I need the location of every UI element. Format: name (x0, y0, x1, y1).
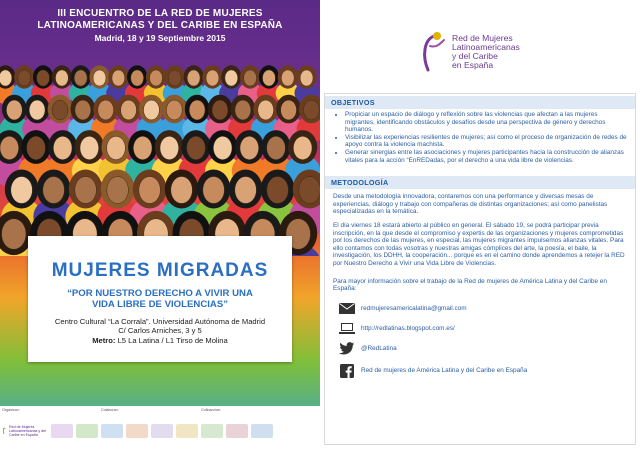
person-face (29, 100, 45, 120)
sponsor-bar (0, 406, 320, 452)
sponsor-logo (251, 424, 273, 438)
person-face (74, 70, 87, 86)
person-face (52, 100, 68, 120)
slogan-line-2: VIDA LIBRE DE VIOLENCIAS” (91, 299, 229, 310)
person-face (235, 177, 257, 204)
brand-line-1: Red de Mujeres (452, 32, 513, 43)
info-box (324, 93, 636, 445)
network-brand (418, 22, 568, 82)
person-face (300, 70, 313, 86)
person-face (121, 100, 137, 120)
banner-slogan (42, 288, 278, 310)
person-face (168, 70, 181, 86)
person-face (171, 177, 193, 204)
metro-info (28, 336, 292, 345)
sponsor-logo (226, 424, 248, 438)
person-face (267, 177, 289, 204)
sponsor-group-cofinancian (201, 408, 273, 448)
contact-email[interactable]: redmujeresamericalatina@gmail.com (361, 304, 467, 312)
person-face (187, 136, 206, 159)
person-face (281, 70, 294, 86)
person-face (203, 177, 225, 204)
person-face (139, 177, 161, 204)
poster-title-line-1: III ENCUENTRO DE LA RED DE MUJERES (57, 8, 263, 19)
banner-title: MUJERES MIGRADAS (51, 260, 269, 281)
poster-header (8, 8, 312, 43)
objetivos-list (325, 111, 635, 164)
person-face (43, 177, 65, 204)
person-face (18, 70, 31, 86)
contact-twitter-row[interactable] (333, 339, 627, 359)
person-face (244, 70, 257, 86)
sponsor-label-cofinancian: Cofinancian: (201, 408, 221, 412)
sponsor-group-organizan (2, 408, 98, 448)
contact-list (325, 299, 635, 383)
person-face (93, 70, 106, 86)
person-face (98, 100, 114, 120)
event-banner (28, 236, 292, 362)
sponsor-logo (176, 424, 198, 438)
person-face (6, 100, 22, 120)
person-face (299, 177, 320, 204)
objetivo-item: • Propiciar un espacio de diálogo y reflexión sobre las violencias que afectan a las mujeres migrantes, identificando obstáculos y desafíos desde una perspectiva de género y derechos humanos. (345, 111, 629, 134)
person-face (55, 70, 68, 86)
brand-line-4: en España (452, 60, 494, 71)
person-face (0, 136, 19, 159)
network-logo-icon (2, 422, 7, 440)
person-face (235, 100, 251, 120)
person-face (133, 136, 152, 159)
person-face (2, 219, 26, 250)
person-face (131, 70, 144, 86)
venue-line-2: C/ Carlos Arniches, 3 y 5 (118, 326, 202, 336)
person-face (212, 100, 228, 120)
sponsor-logo (51, 424, 73, 438)
person-face (304, 100, 320, 120)
objetivos-heading: OBJETIVOS (325, 96, 635, 109)
venue-line-1: Centro Cultural “La Corrala”. Universidad Autónoma de Madrid (54, 317, 266, 326)
person-face (206, 70, 219, 86)
network-brand-icon (418, 30, 448, 74)
person-face (281, 100, 297, 120)
sponsor-logo (151, 424, 173, 438)
person-face (150, 70, 163, 86)
sponsor-logo (101, 424, 123, 438)
sponsor-label-colaboran: Colaboran: (101, 408, 119, 412)
contact-facebook[interactable]: Red de mujeres de América Latina y del Caribe en España (361, 366, 528, 374)
person-face (75, 177, 97, 204)
poster-title-line-2: LATINOAMERICANAS Y DEL CARIBE EN ESPAÑA (37, 19, 283, 31)
sponsor-logo (76, 424, 98, 438)
person-face (107, 136, 126, 159)
slogan-line-1: “POR NUESTRO DERECHO A VIVIR UNA (67, 288, 253, 299)
network-logo-text: Red de Mujeres Latinoamericanas y del Caribe en España (9, 425, 46, 437)
women-crowd-illustration (0, 46, 320, 256)
person-face (240, 136, 259, 159)
contact-blog-link[interactable]: http://redlatinas.blogspot.com.es/ (361, 324, 455, 332)
brand-line-3: y del Caribe (452, 51, 498, 61)
metodologia-paragraph-1: Desde una metodología innovadora, contaremos con una performance y diversas mesas de experiencias, diálogo y trabajo con compañeras de distintas organizaciones; así como panelistas especializadas en la temática. (333, 193, 608, 216)
contact-email-row[interactable] (333, 299, 627, 319)
person-face (225, 70, 238, 86)
metro-label: Metro: (92, 335, 116, 345)
metodologia-heading: METODOLOGÍA (325, 176, 635, 189)
laptop-icon (339, 322, 355, 336)
mail-icon (339, 303, 355, 314)
metro-value: L5 La Latina / L1 Tirso de Molina (117, 335, 228, 345)
metodologia-paragraph-2: El día viernes 18 estará abierto al público en general. El sábado 19, se podrá participar previa inscripción, en la que desde el compromiso y expertis de las organizaciones y mujeres comprometidas por los derechos de las mujeres, en especial, las mujeres migrantes impulsemos alianzas vitales. Para ello contamos con todas vosotras y nuestras amigas cómplices del arte, la poesía, el baile, la investigación, los DDHH, la cooperación... porque es en el camino donde aprendemos a retejer la RED por Nuestro Derecho a Vivir una Vida Libre de Violencias. (333, 221, 625, 267)
contact-facebook-row[interactable] (333, 359, 627, 383)
brand-line-2: Latinoamericanas (452, 41, 520, 52)
person-face (37, 70, 50, 86)
facebook-icon (340, 364, 354, 378)
twitter-bird-icon (339, 342, 355, 355)
person-face (144, 100, 160, 120)
person-face (0, 70, 12, 86)
person-face (258, 100, 274, 120)
person-face (53, 136, 72, 159)
person-face (11, 177, 33, 204)
venue (28, 317, 292, 336)
network-logo (2, 422, 48, 440)
person-face (75, 100, 91, 120)
person-face (293, 136, 312, 159)
contact-twitter[interactable]: @RedLatina (361, 344, 397, 352)
sponsor-group-colaboran (101, 408, 198, 448)
objetivo-item: • Visibilizar las experiencias resilientes de mujeres; así como el proceso de organización de redes de apoyo contra la violencia machista. (345, 134, 629, 149)
info-intro: Para mayor información sobre el trabajo de la Red de mujeres de América Latina y del Caribe en España: (333, 277, 607, 293)
info-panel (320, 0, 640, 452)
person-face (160, 136, 179, 159)
person-face (166, 100, 182, 120)
person-face (213, 136, 232, 159)
network-brand-text (452, 34, 520, 71)
sponsor-logo (126, 424, 148, 438)
person-face (112, 70, 125, 86)
contact-blog-row[interactable] (333, 319, 627, 339)
person-face (267, 136, 286, 159)
objetivo-item: • Generar sinergias entre las asociaciones y mujeres participantes hacia la construcción de alianzas vitales para la acción “EnREDadas, por el derecho a una vida libre de violencias. (345, 149, 629, 164)
person-face (262, 70, 275, 86)
person-face (27, 136, 46, 159)
person-face (189, 100, 205, 120)
sponsor-logo (201, 424, 223, 438)
sponsor-label-organizan: Organizan: (2, 408, 20, 412)
person-face (107, 177, 129, 204)
poster-date: Madrid, 18 y 19 Septiembre 2015 (94, 33, 226, 43)
person-face (187, 70, 200, 86)
person-face (80, 136, 99, 159)
